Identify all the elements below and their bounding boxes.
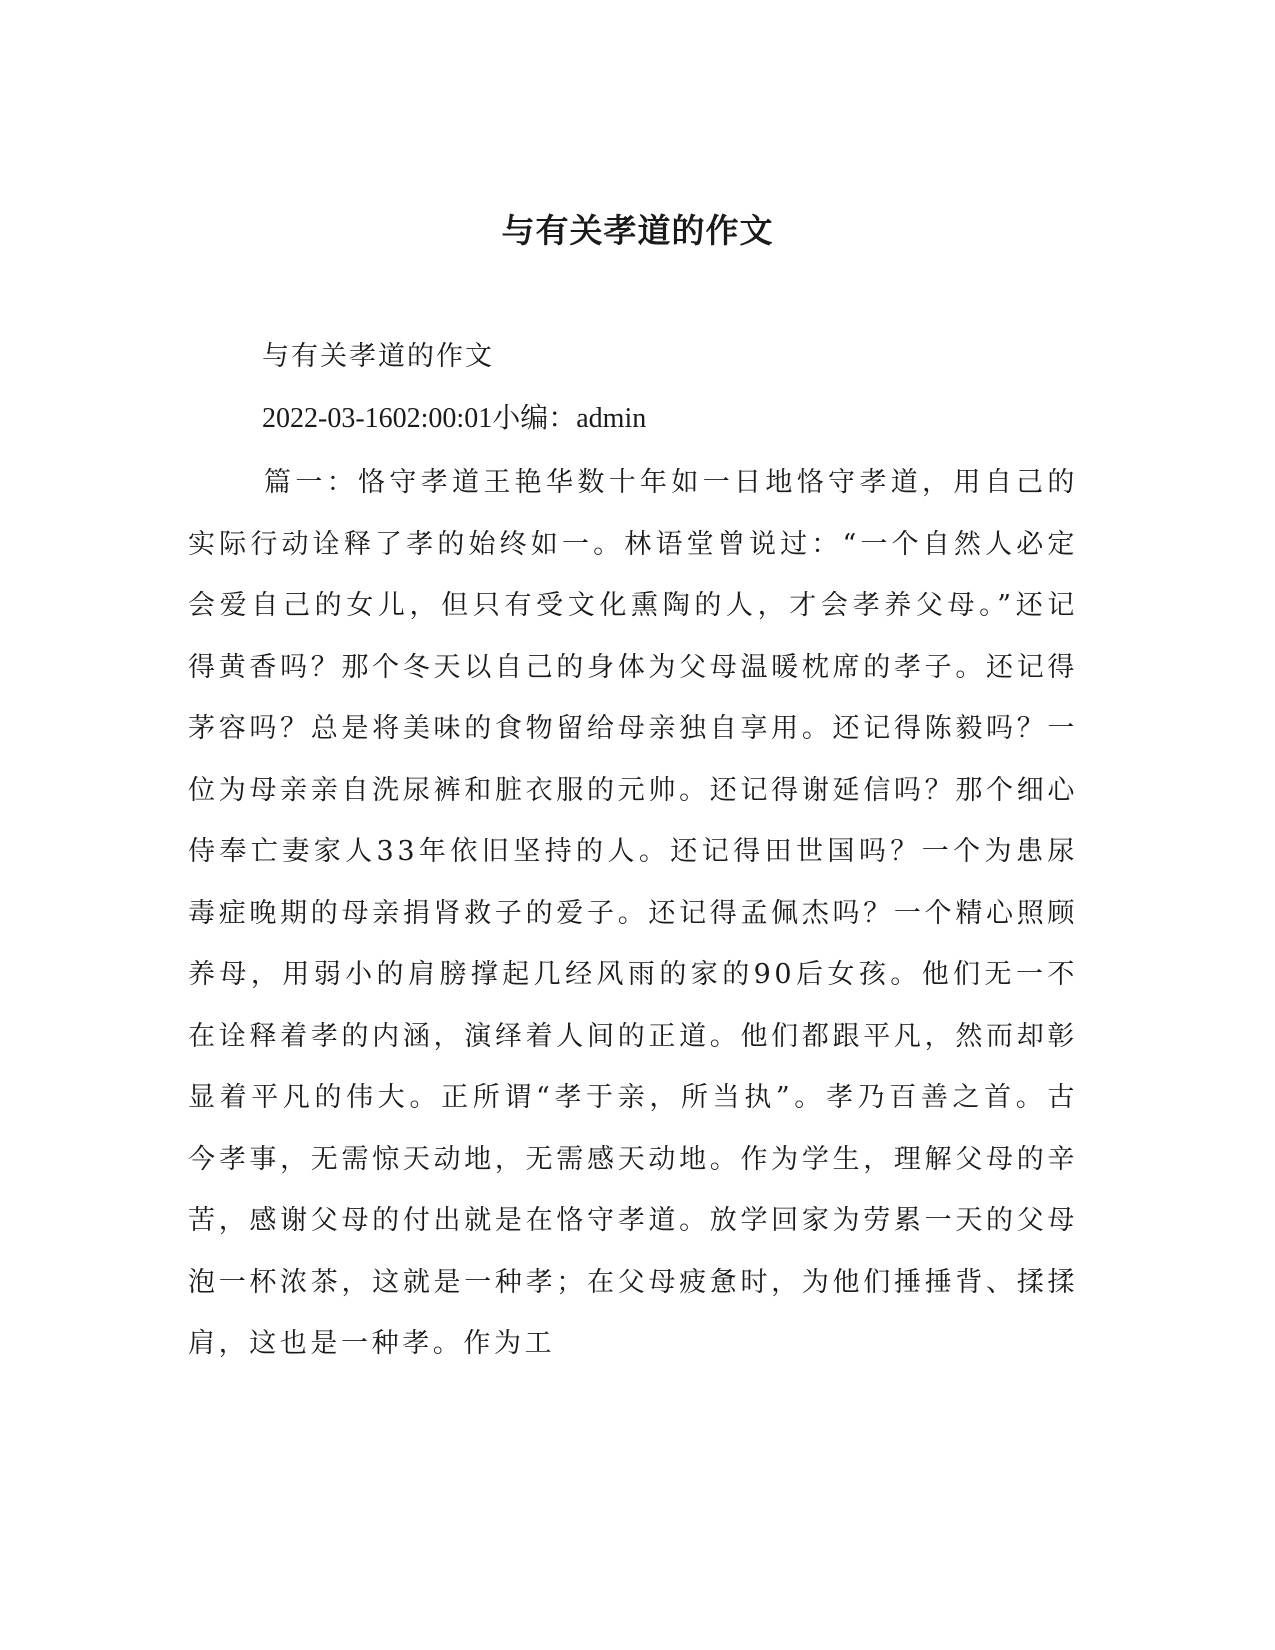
author-label: 小编： [492, 403, 577, 434]
author-name: admin [576, 403, 647, 434]
document-subtitle: 与有关孝道的作文 [262, 341, 494, 372]
publish-datetime: 2022-03-1602:00:01 [262, 403, 493, 434]
document-title: 与有关孝道的作文 [501, 211, 774, 250]
body-paragraph: 篇一：恪守孝道王艳华数十年如一日地恪守孝道，用自己的实际行动诠释了孝的始终如一。林语堂曾说过：“一个自然人必定会爱自己的女儿，但只有受文化熏陶的人，才会孝养父母。”还记得黄香吗？那个冬天以自己的身体为父母温暖枕席的孝子。还记得茅容吗？总是将美味的食物留给母亲独自享用。还记得陈毅吗？一位为母亲亲自洗尿裤和脏衣服的元帅。还记得谢延信吗？那个细心侍奉亡妻家人33年依旧坚持的人。还记得田世国吗？一个为患尿毒症晚期的母亲捐肾救子的爱子。还记得孟佩杰吗？一个精心照顾养母，用弱小的肩膀撑起几经风雨的家的90后女孩。他们无一不在诠释着孝的内涵，演绎着人间的正道。他们都跟平凡，然而却彰显着平凡的伟大。正所谓“孝于亲，所当执”。孝乃百善之首。古今孝事，无需惊天动地，无需感天动地。作为学生，理解父母的辛苦，感谢父母的付出就是在恪守孝道。放学回家为劳累一天的父母泡一杯浓茶，这就是一种孝；在父母疲惫时，为他们捶捶背、揉揉肩，这也是一种孝。作为工 [188, 467, 1078, 1359]
document-meta [262, 396, 646, 436]
